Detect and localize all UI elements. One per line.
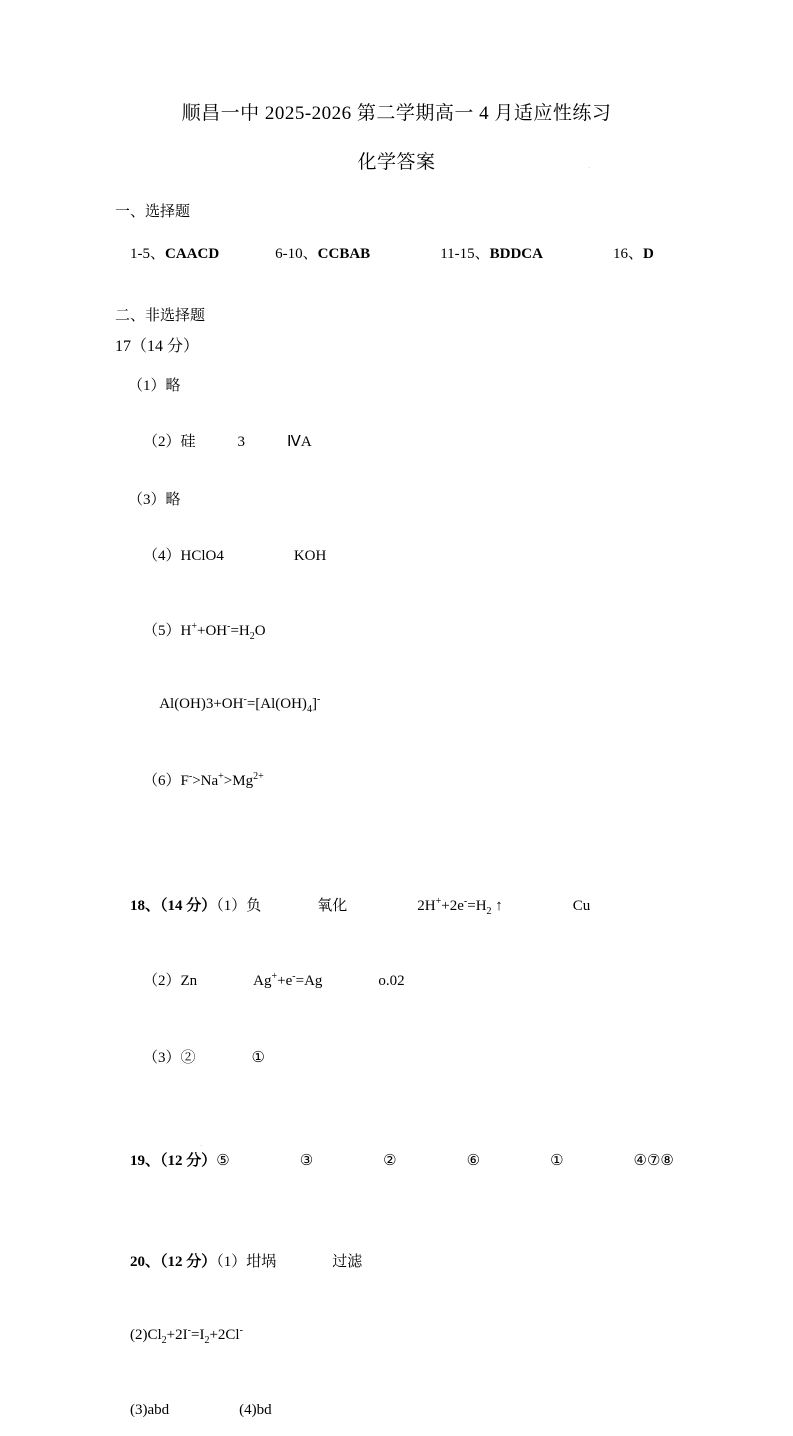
q17-eq1-sub1: 2 [249, 631, 255, 642]
question-17-heading: 17（14 分） [115, 338, 200, 355]
q17-p6-sup2: + [218, 771, 224, 782]
q17-eq1-seg1: （5）H [143, 623, 192, 639]
q19-a1: ⑤ [216, 1153, 230, 1169]
q20-eq-seg3: =I [190, 1327, 205, 1343]
q20-eq-sub1: 2 [161, 1335, 167, 1346]
page-subtitle: 化学答案 [357, 152, 436, 173]
q18-eq-seg4: ↑ [491, 898, 503, 914]
section-heading-non-multiple-choice: 二、非选择题 [115, 308, 206, 324]
corner-dot-mark-2: . [200, 1138, 203, 1148]
q17-part-2-period: 3 [237, 434, 246, 450]
q19-a4: ⑥ [466, 1153, 481, 1169]
q17-part-2 [128, 413, 793, 468]
mc-range-4-label: 16、 [612, 246, 643, 262]
q18-p3-c2: ① [251, 1050, 265, 1066]
q20-p4: (4)bd [239, 1402, 272, 1418]
q17-eq2-seg2: =[Al(OH) [246, 696, 307, 712]
q20-eq-sup2: - [239, 1325, 243, 1336]
q20-p1-a: （1）坩埚 [216, 1254, 277, 1270]
q17-part-4-base: KOH [293, 548, 327, 564]
corner-dot-mark: . [588, 160, 591, 170]
page-title: 顺昌一中 2025-2026 第二学期高一 4 月适应性练习 [181, 103, 612, 124]
mc-range-2-value: CCBAB [317, 246, 371, 262]
q20-p1-b: 过滤 [332, 1254, 363, 1270]
q17-p6-seg3: >Mg [223, 773, 254, 789]
q17-part-5-eq2 [145, 677, 793, 732]
q20-eq-seg2: +2I [166, 1327, 188, 1343]
q20-eq-seg4: +2Cl [209, 1327, 240, 1343]
q17-eq1-seg4: O [254, 623, 266, 639]
q17-eq1-sup2: - [227, 621, 231, 632]
question-18-heading: 18、（14 分） [130, 898, 217, 914]
section-heading-multiple-choice: 一、选择题 [115, 204, 191, 220]
q17-eq1-seg2: +OH [196, 623, 228, 639]
q18-eq-sup2: - [463, 896, 468, 907]
q18-eq-seg2: +2e [441, 898, 464, 914]
q17-part-3: （3）略 [128, 492, 181, 508]
question-19-line [115, 1132, 793, 1187]
q20-eq-seg1: (2)Cl [130, 1327, 162, 1343]
q18-eq-seg1: 2H [417, 898, 436, 914]
mc-range-1-value: CAACD [165, 246, 220, 262]
q17-part-4-acid: （4）HClO4 [143, 548, 224, 564]
q17-part-4 [128, 527, 793, 582]
question-20-line-2 [115, 1308, 793, 1363]
q19-a6: ④⑦⑧ [633, 1153, 674, 1169]
question-19-heading: 19、（12 分） [130, 1153, 217, 1169]
q18-eq-seg3: =H [467, 898, 487, 914]
q17-p6-sup1: - [188, 771, 193, 782]
q18-p2-eq-seg3: =Ag [295, 973, 323, 989]
q18-p3-c1: ② [180, 1050, 196, 1066]
q17-eq2-seg1: Al(OH)3+OH [159, 696, 244, 712]
q17-p6-sup3: 2+ [253, 771, 264, 782]
q18-eq-sup1: + [435, 896, 442, 907]
mc-range-4-value: D [643, 246, 654, 262]
question-18-line-1 [115, 877, 793, 934]
mc-range-3-label: 11-15、 [440, 246, 490, 262]
q18-p2-eq-sup2: - [292, 971, 296, 982]
q17-eq1-sup1: + [191, 621, 197, 632]
q19-a2: ③ [299, 1153, 314, 1169]
q17-part-6 [128, 752, 793, 807]
question-20-heading: 20、（12 分） [130, 1254, 217, 1270]
q18-p2-c: o.02 [378, 973, 405, 989]
multiple-choice-answers [115, 225, 793, 280]
q20-p3: (3)abd [130, 1402, 170, 1418]
mc-range-3-value: BDDCA [489, 246, 543, 262]
q17-eq2-sup1: - [243, 694, 247, 705]
q17-part-2-label: （2）硅 [143, 434, 196, 450]
q18-p2-a: （2）Zn [143, 973, 198, 989]
q18-p2-eq-seg2: +e [277, 973, 293, 989]
q18-eq-sub1: 2 [486, 906, 492, 917]
q17-eq2-sub1: 4 [306, 704, 312, 715]
q19-a3: ② [383, 1153, 397, 1169]
q18-p1-a: （1）负 [216, 898, 262, 914]
q17-p6-seg1: （6）F [143, 773, 189, 789]
q17-p6-seg2: >Na [192, 773, 219, 789]
question-20-line-3 [115, 1385, 793, 1436]
question-18-line-3 [128, 1029, 793, 1084]
q17-part-1: （1）略 [128, 378, 181, 394]
q18-p2-eq-seg1: Ag [253, 973, 272, 989]
question-18-line-2 [128, 952, 793, 1007]
q18-p2-eq-sup1: + [271, 971, 278, 982]
q18-p1-b: 氧化 [317, 898, 348, 914]
question-20-line-1 [115, 1233, 793, 1288]
q17-part-2-group: ⅣA [287, 434, 312, 450]
q17-eq2-seg3: ] [311, 696, 317, 712]
mc-range-1-label: 1-5、 [130, 246, 165, 262]
q18-p3-label: （3） [143, 1050, 181, 1066]
answer-sheet-page [0, 98, 793, 1418]
mc-range-2-label: 6-10、 [275, 246, 318, 262]
q17-eq1-seg3: =H [230, 623, 250, 639]
q18-p1-d: Cu [572, 898, 591, 914]
q20-eq-sub2: 2 [204, 1335, 210, 1346]
q17-part-5-eq1 [128, 602, 793, 659]
q19-a5: ① [550, 1153, 564, 1169]
q17-eq2-sup2: - [316, 694, 321, 705]
q20-eq-sup1: - [187, 1325, 191, 1336]
